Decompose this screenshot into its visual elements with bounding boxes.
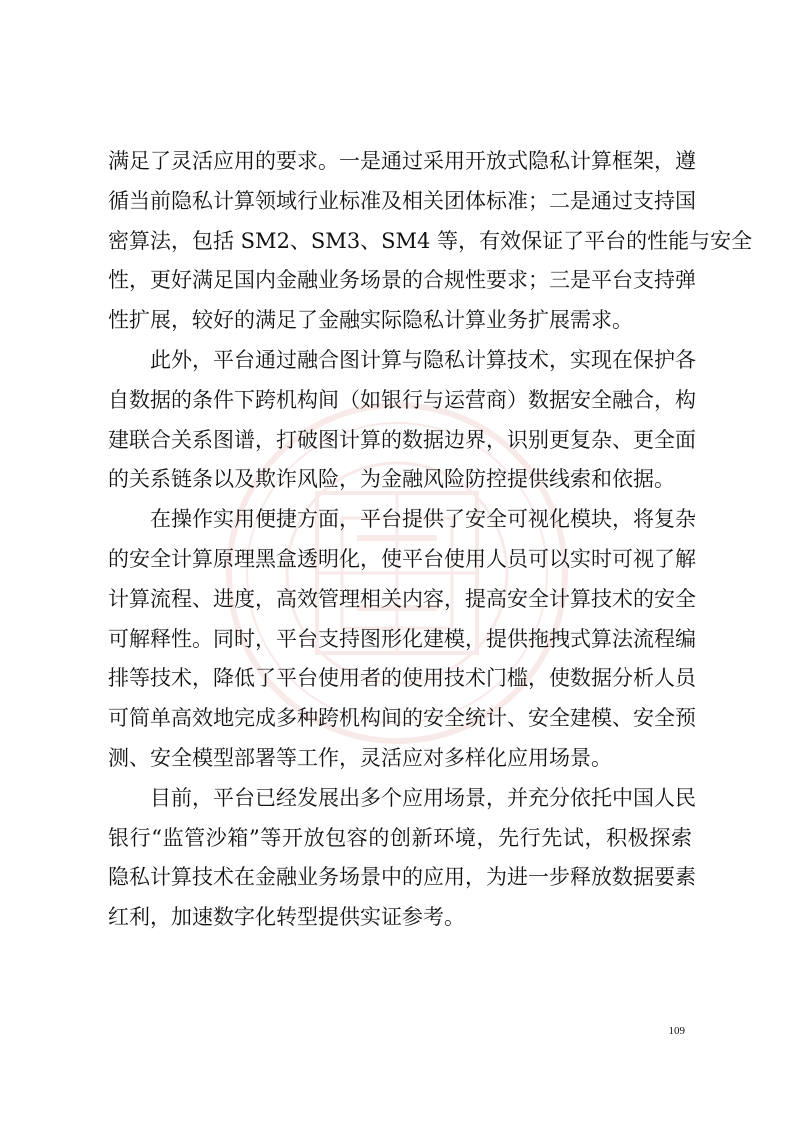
paragraph-line: 红利，加速数字化转型提供实证参考。 <box>108 905 465 930</box>
paragraph-line: 在操作实用便捷方面，平台提供了安全可视化模块，将复杂 <box>150 507 696 532</box>
paragraph-line: 隐私计算技术在金融业务场景中的应用，为进一步释放数据要素 <box>108 865 696 890</box>
paragraph <box>108 341 696 500</box>
paragraph <box>108 500 696 779</box>
page-number: 109 <box>668 1025 685 1037</box>
paragraph-line: 可简单高效地完成多种跨机构间的安全统计、安全建模、安全预 <box>108 706 696 731</box>
paragraph-line: 排等技术，降低了平台使用者的使用技术门槛，使数据分析人员 <box>108 666 696 691</box>
paragraph-line: 的关系链条以及欺诈风险，为金融风险防控提供线索和依据。 <box>108 467 675 492</box>
paragraph-line: 测、安全模型部署等工作，灵活应对多样化应用场景。 <box>108 745 612 770</box>
paragraph-line: 的安全计算原理黑盒透明化，使平台使用人员可以实时可视了解 <box>108 546 696 571</box>
paragraph-line: 自数据的条件下跨机构间（如银行与运营商）数据安全融合，构 <box>108 387 696 412</box>
paragraph-line: 满足了灵活应用的要求。一是通过采用开放式隐私计算框架，遵 <box>108 149 696 173</box>
paragraph <box>108 779 696 938</box>
paragraph-line: 可解释性。同时，平台支持图形化建模，提供拖拽式算法流程编 <box>108 626 696 651</box>
paragraph <box>108 142 753 341</box>
paragraph-line: 循当前隐私计算领域行业标准及相关团体标准；二是通过支持国 <box>108 188 696 213</box>
paragraph-line: 银行“监管沙箱”等开放包容的创新环境，先行先试，积极探索 <box>108 825 692 850</box>
document-body <box>108 142 753 938</box>
paragraph-line: 建联合关系图谱，打破图计算的数据边界，识别更复杂、更全面 <box>108 427 696 452</box>
paragraph-line: 计算流程、进度，高效管理相关内容，提高安全计算技术的安全 <box>108 586 696 611</box>
paragraph-line: 密算法，包括 SM2、SM3、SM4 等，有效保证了平台的性能与安全 <box>108 228 753 253</box>
paragraph-line: 性扩展，较好的满足了金融实际隐私计算业务扩展需求。 <box>108 308 633 333</box>
paragraph-line: 目前，平台已经发展出多个应用场景，并充分依托中国人民 <box>150 785 696 810</box>
paragraph-line: 性，更好满足国内金融业务场景的合规性要求；三是平台支持弹 <box>108 268 696 293</box>
paragraph-line: 此外，平台通过融合图计算与隐私计算技术，实现在保护各 <box>150 347 696 372</box>
